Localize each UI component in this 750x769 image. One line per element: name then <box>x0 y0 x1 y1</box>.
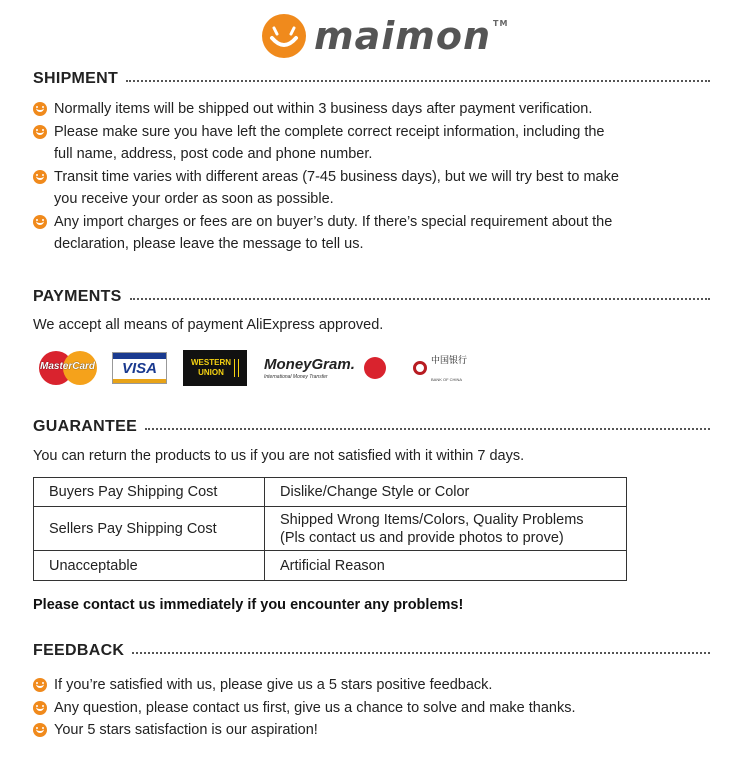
smiley-bullet-icon <box>33 215 47 229</box>
guarantee-header <box>33 416 710 438</box>
shipment-title: SHIPMENT <box>33 70 119 87</box>
table-cell: Buyers Pay Shipping Cost <box>34 478 265 507</box>
list-item: Normally items will be shipped out within 3 business days after payment verification. <box>33 98 713 121</box>
table-cell: Unacceptable <box>34 551 265 581</box>
payments-text: We accept all means of payment AliExpress approved. <box>33 317 384 333</box>
smiley-bullet-icon <box>33 102 47 116</box>
section-divider <box>126 80 710 82</box>
boc-emblem-icon <box>413 361 427 375</box>
smiley-bullet-icon <box>33 170 47 184</box>
guarantee-title: GUARANTEE <box>33 418 138 435</box>
feedback-list <box>33 674 713 742</box>
list-item: Your 5 stars satisfaction is our aspiration! <box>33 719 713 742</box>
brand-name: maimon ™ <box>314 14 509 58</box>
table-cell: Artificial Reason <box>265 551 627 581</box>
section-divider <box>145 428 710 430</box>
feedback-header <box>33 640 710 662</box>
visa-logo: VISA <box>112 352 167 384</box>
list-item: If you’re satisfied with us, please give us a 5 stars positive feedback. <box>33 674 713 697</box>
feedback-title: FEEDBACK <box>33 642 125 659</box>
table-cell: Dislike/Change Style or Color <box>265 478 627 507</box>
moneygram-globe-icon <box>364 357 386 379</box>
guarantee-table <box>33 477 627 581</box>
payments-header <box>33 286 710 308</box>
smiley-bullet-icon <box>33 701 47 715</box>
shipment-header <box>33 68 710 90</box>
trademark-mark: TM <box>493 19 509 28</box>
payments-title: PAYMENTS <box>33 288 122 305</box>
list-item: Transit time varies with different areas (7-45 business days), but we will try best to make you receive your order as soon as possible. <box>33 166 713 211</box>
table-row <box>34 478 627 507</box>
smiley-bullet-icon <box>33 678 47 692</box>
table-row <box>34 551 627 581</box>
smiley-bullet-icon <box>33 723 47 737</box>
moneygram-logo: MoneyGram. International Money Transfer <box>258 347 390 389</box>
table-cell: Shipped Wrong Items/Colors, Quality Problems (Pls contact us and provide photos to prove) <box>265 507 627 551</box>
western-union-logo: WESTERN UNION <box>183 350 247 386</box>
section-divider <box>130 298 710 300</box>
contact-notice: Please contact us immediately if you encounter any problems! <box>33 597 464 613</box>
table-row <box>34 507 627 551</box>
list-item: Any import charges or fees are on buyer’s duty. If there’s special requirement about the declaration, please leave the message to tell us. <box>33 211 713 256</box>
guarantee-text: You can return the products to us if you are not satisfied with it within 7 days. <box>33 448 525 464</box>
brand-logo <box>262 12 508 60</box>
list-item: Please make sure you have left the complete correct receipt information, including the full name, address, post code and phone number. <box>33 121 713 166</box>
smiley-logo-icon <box>262 14 306 58</box>
mastercard-logo: MasterCard <box>34 347 101 389</box>
list-item: Any question, please contact us first, give us a chance to solve and make thanks. <box>33 697 713 720</box>
shipment-list <box>33 98 713 256</box>
table-cell: Sellers Pay Shipping Cost <box>34 507 265 551</box>
bank-of-china-logo: 中国银行 BANK OF CHINA <box>399 347 481 389</box>
smiley-bullet-icon <box>33 125 47 139</box>
section-divider <box>132 652 710 654</box>
